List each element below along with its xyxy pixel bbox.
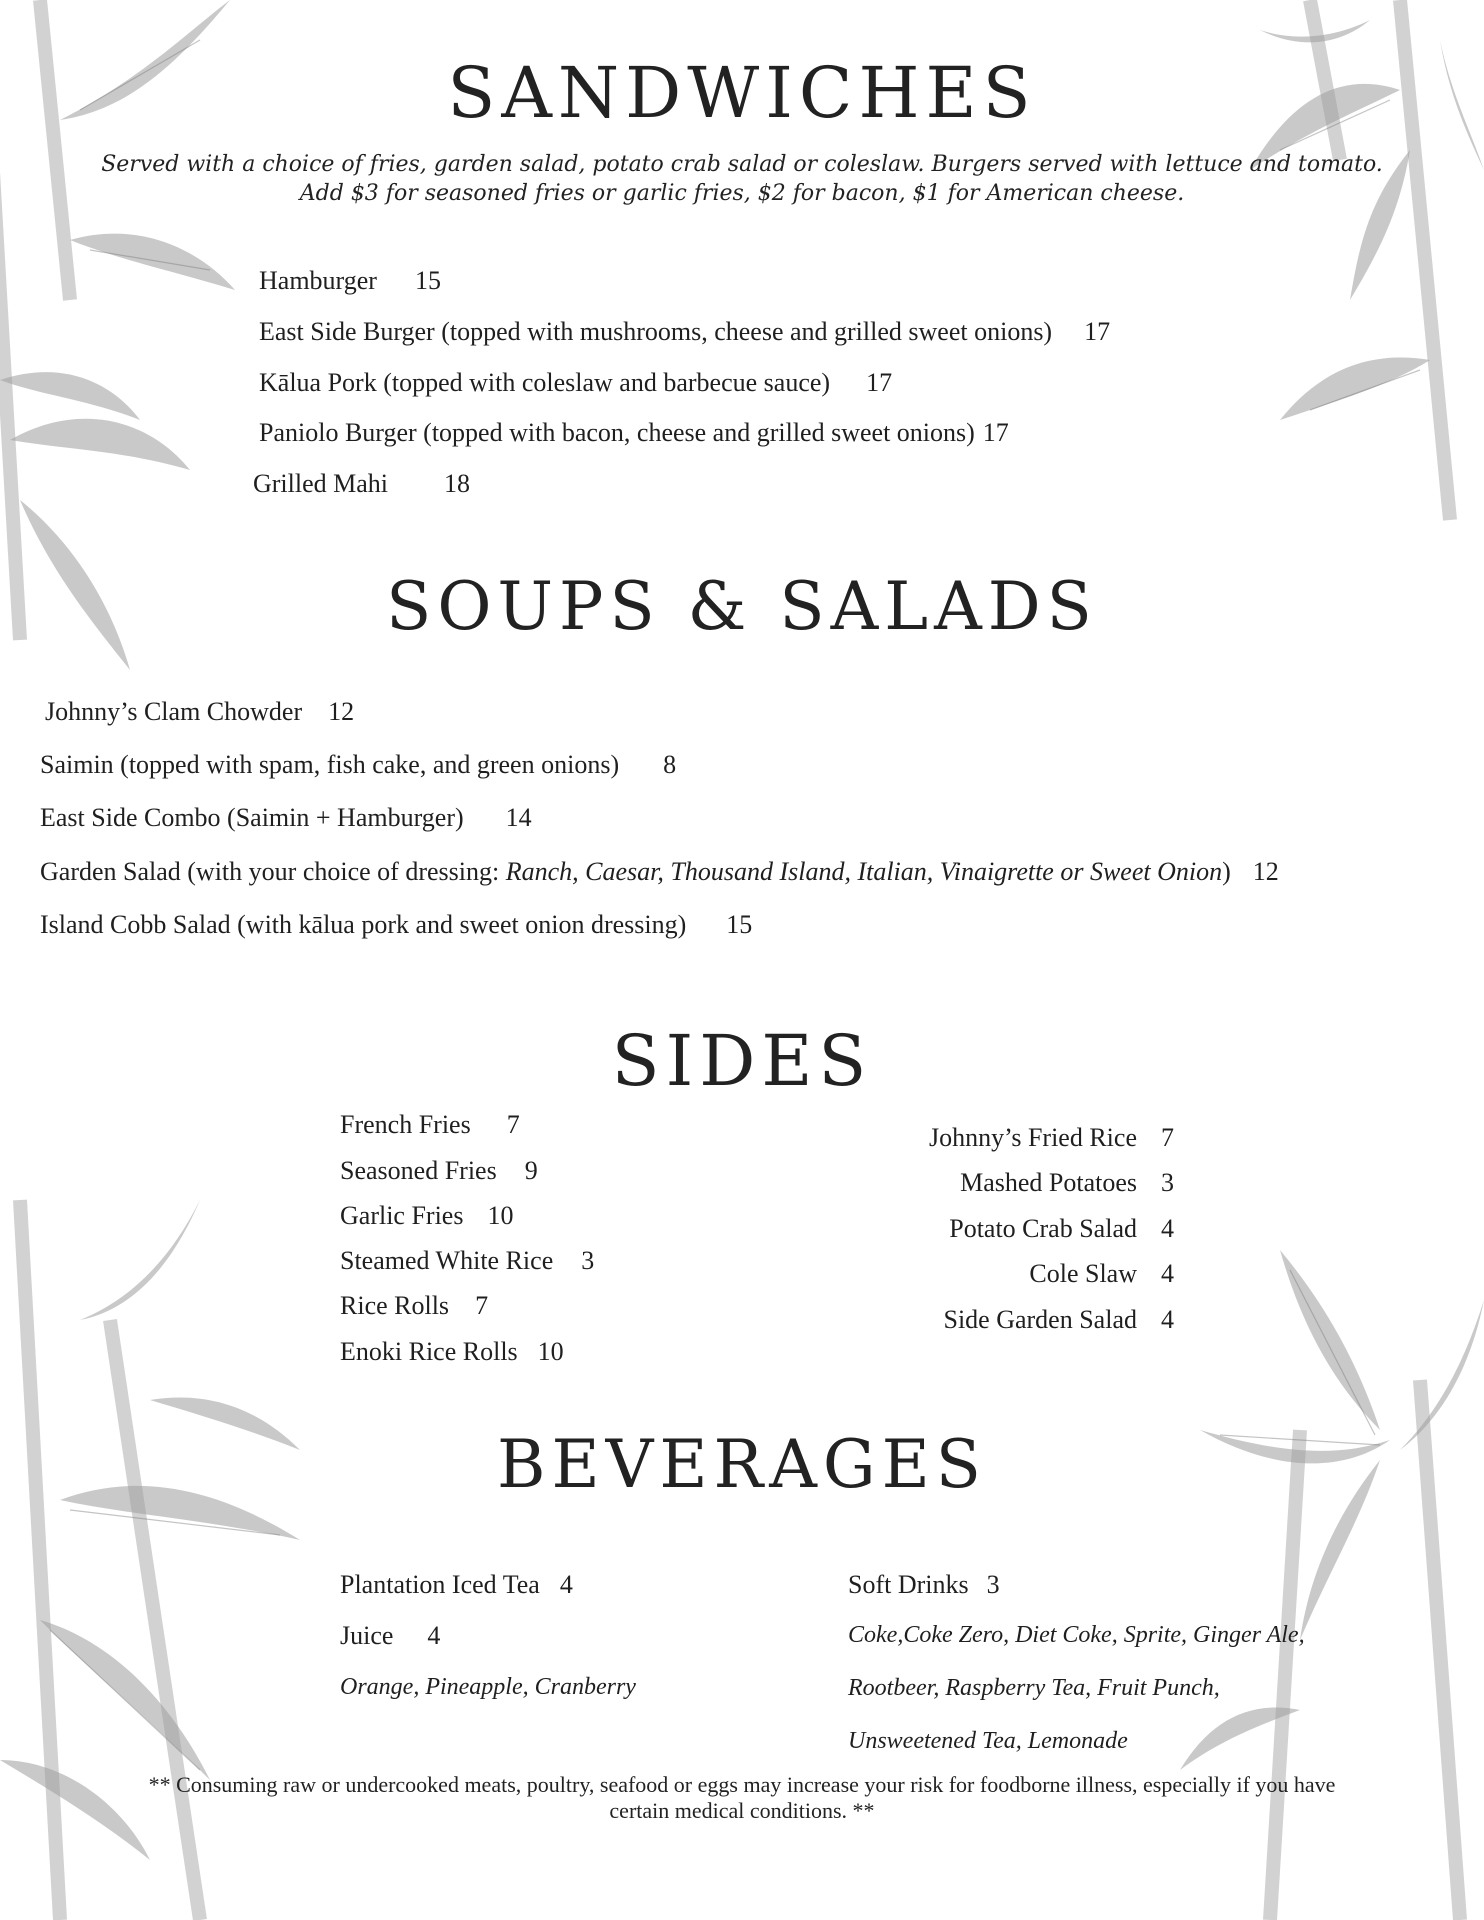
item-name-close: ) bbox=[1222, 857, 1231, 886]
item-name: Steamed White Rice bbox=[340, 1246, 554, 1275]
menu-item-saimin bbox=[40, 750, 676, 780]
allergen-warning-line2: certain medical conditions. ** bbox=[609, 1798, 875, 1823]
soft-drinks-options-line3: Unsweetened Tea, Lemonade bbox=[848, 1728, 1128, 1754]
item-name: Cole Slaw bbox=[1029, 1259, 1137, 1288]
item-price: 3 bbox=[1161, 1168, 1174, 1197]
item-name: Juice bbox=[340, 1621, 394, 1650]
soups-salads-heading: SOUPS & SALADS bbox=[386, 568, 1098, 645]
item-price: 7 bbox=[475, 1291, 489, 1320]
side-item-seasoned-fries bbox=[340, 1156, 538, 1186]
item-price: 9 bbox=[524, 1156, 538, 1185]
item-name: Johnny’s Fried Rice bbox=[929, 1123, 1137, 1152]
beverage-item-soft-drinks bbox=[848, 1570, 1000, 1600]
item-price: 7 bbox=[1161, 1123, 1174, 1152]
allergen-warning-line1: ** Consuming raw or undercooked meats, poultry, seafood or eggs may increase your risk for foodborne illness, especially if you have bbox=[148, 1772, 1336, 1797]
side-item-fried-rice bbox=[929, 1123, 1174, 1153]
item-name: East Side Combo (Saimin + Hamburger) bbox=[40, 803, 464, 832]
item-name: Garden Salad (with your choice of dressing: bbox=[40, 857, 506, 886]
item-name: Side Garden Salad bbox=[943, 1305, 1137, 1334]
item-name: Enoki Rice Rolls bbox=[340, 1337, 518, 1366]
side-item-potato-crab-salad bbox=[949, 1214, 1174, 1244]
item-price: 7 bbox=[506, 1110, 520, 1139]
item-price: 17 bbox=[1084, 317, 1111, 346]
side-item-rice-rolls bbox=[340, 1291, 488, 1321]
item-name: French Fries bbox=[340, 1110, 471, 1139]
side-item-steamed-white-rice bbox=[340, 1246, 594, 1276]
sandwiches-note-line1: Served with a choice of fries, garden salad, potato crab salad or coleslaw. Burgers served with lettuce and tomato. bbox=[101, 152, 1383, 177]
item-price: 4 bbox=[1161, 1259, 1174, 1288]
menu-item-east-side-burger bbox=[259, 317, 1110, 347]
side-item-side-garden-salad bbox=[943, 1305, 1174, 1335]
item-price: 15 bbox=[414, 266, 441, 295]
side-item-mashed-potatoes bbox=[960, 1168, 1174, 1198]
item-price: 10 bbox=[537, 1337, 564, 1366]
item-price: 8 bbox=[663, 750, 677, 779]
item-price: 14 bbox=[505, 803, 532, 832]
menu-item-grilled-mahi bbox=[253, 469, 470, 499]
menu-item-east-side-combo bbox=[40, 803, 532, 833]
beverage-item-juice bbox=[340, 1621, 440, 1651]
item-price: 3 bbox=[581, 1246, 595, 1275]
item-name: Grilled Mahi bbox=[253, 469, 389, 498]
side-item-enoki-rice-rolls bbox=[340, 1337, 564, 1367]
item-name: Rice Rolls bbox=[340, 1291, 450, 1320]
sandwiches-heading: SANDWICHES bbox=[447, 52, 1037, 134]
menu-item-island-cobb-salad bbox=[40, 910, 752, 940]
item-name: Mashed Potatoes bbox=[960, 1168, 1137, 1197]
side-item-french-fries bbox=[340, 1110, 520, 1140]
menu-item-garden-salad bbox=[40, 857, 1279, 887]
sides-heading: SIDES bbox=[611, 1020, 873, 1102]
soft-drinks-options-line1: Coke,Coke Zero, Diet Coke, Sprite, Ginger Ale, bbox=[848, 1622, 1305, 1648]
item-price: 12 bbox=[1252, 857, 1279, 886]
item-name: Hamburger bbox=[259, 266, 377, 295]
item-price: 3 bbox=[986, 1570, 1000, 1599]
item-price: 18 bbox=[444, 469, 471, 498]
sandwiches-note-line2: Add $3 for seasoned fries or garlic fries, $2 for bacon, $1 for American cheese. bbox=[299, 181, 1185, 206]
item-name: Kālua Pork (topped with coleslaw and barbecue sauce) bbox=[259, 368, 831, 397]
beverages-heading: BEVERAGES bbox=[497, 1426, 987, 1503]
item-price: 15 bbox=[726, 910, 753, 939]
item-price: 12 bbox=[328, 697, 355, 726]
menu-item-kalua-pork bbox=[259, 368, 892, 398]
item-name: Seasoned Fries bbox=[340, 1156, 497, 1185]
item-price: 4 bbox=[1161, 1305, 1174, 1334]
item-name: Garlic Fries bbox=[340, 1201, 464, 1230]
item-name: Saimin (topped with spam, fish cake, and green onions) bbox=[40, 750, 620, 779]
beverage-item-iced-tea bbox=[340, 1570, 573, 1600]
side-item-cole-slaw bbox=[1029, 1259, 1174, 1289]
item-name: Island Cobb Salad (with kālua pork and sweet onion dressing) bbox=[40, 910, 687, 939]
item-name: Potato Crab Salad bbox=[949, 1214, 1137, 1243]
side-item-garlic-fries bbox=[340, 1201, 513, 1231]
item-price: 4 bbox=[1161, 1214, 1174, 1243]
item-price: 10 bbox=[487, 1201, 514, 1230]
item-name: Plantation Iced Tea bbox=[340, 1570, 540, 1599]
menu-item-paniolo-burger bbox=[259, 418, 1009, 448]
menu-item-hamburger bbox=[259, 266, 441, 296]
item-name: Johnny’s Clam Chowder bbox=[45, 697, 303, 726]
item-name: East Side Burger (topped with mushrooms, cheese and grilled sweet onions) bbox=[259, 317, 1053, 346]
beverage-juice-options: Orange, Pineapple, Cranberry bbox=[340, 1674, 636, 1700]
item-price: 4 bbox=[559, 1570, 573, 1599]
item-price: 4 bbox=[427, 1621, 441, 1650]
item-name: Paniolo Burger (topped with bacon, cheese and grilled sweet onions) bbox=[259, 418, 975, 447]
item-dressings: Ranch, Caesar, Thousand Island, Italian, Vinaigrette or Sweet Onion bbox=[505, 857, 1223, 886]
item-name: Soft Drinks bbox=[848, 1570, 969, 1599]
menu-item-clam-chowder bbox=[45, 697, 354, 727]
soft-drinks-options-line2: Rootbeer, Raspberry Tea, Fruit Punch, bbox=[848, 1675, 1220, 1701]
item-price: 17 bbox=[982, 418, 1009, 447]
item-price: 17 bbox=[866, 368, 893, 397]
allergen-warning bbox=[40, 1772, 1444, 1824]
